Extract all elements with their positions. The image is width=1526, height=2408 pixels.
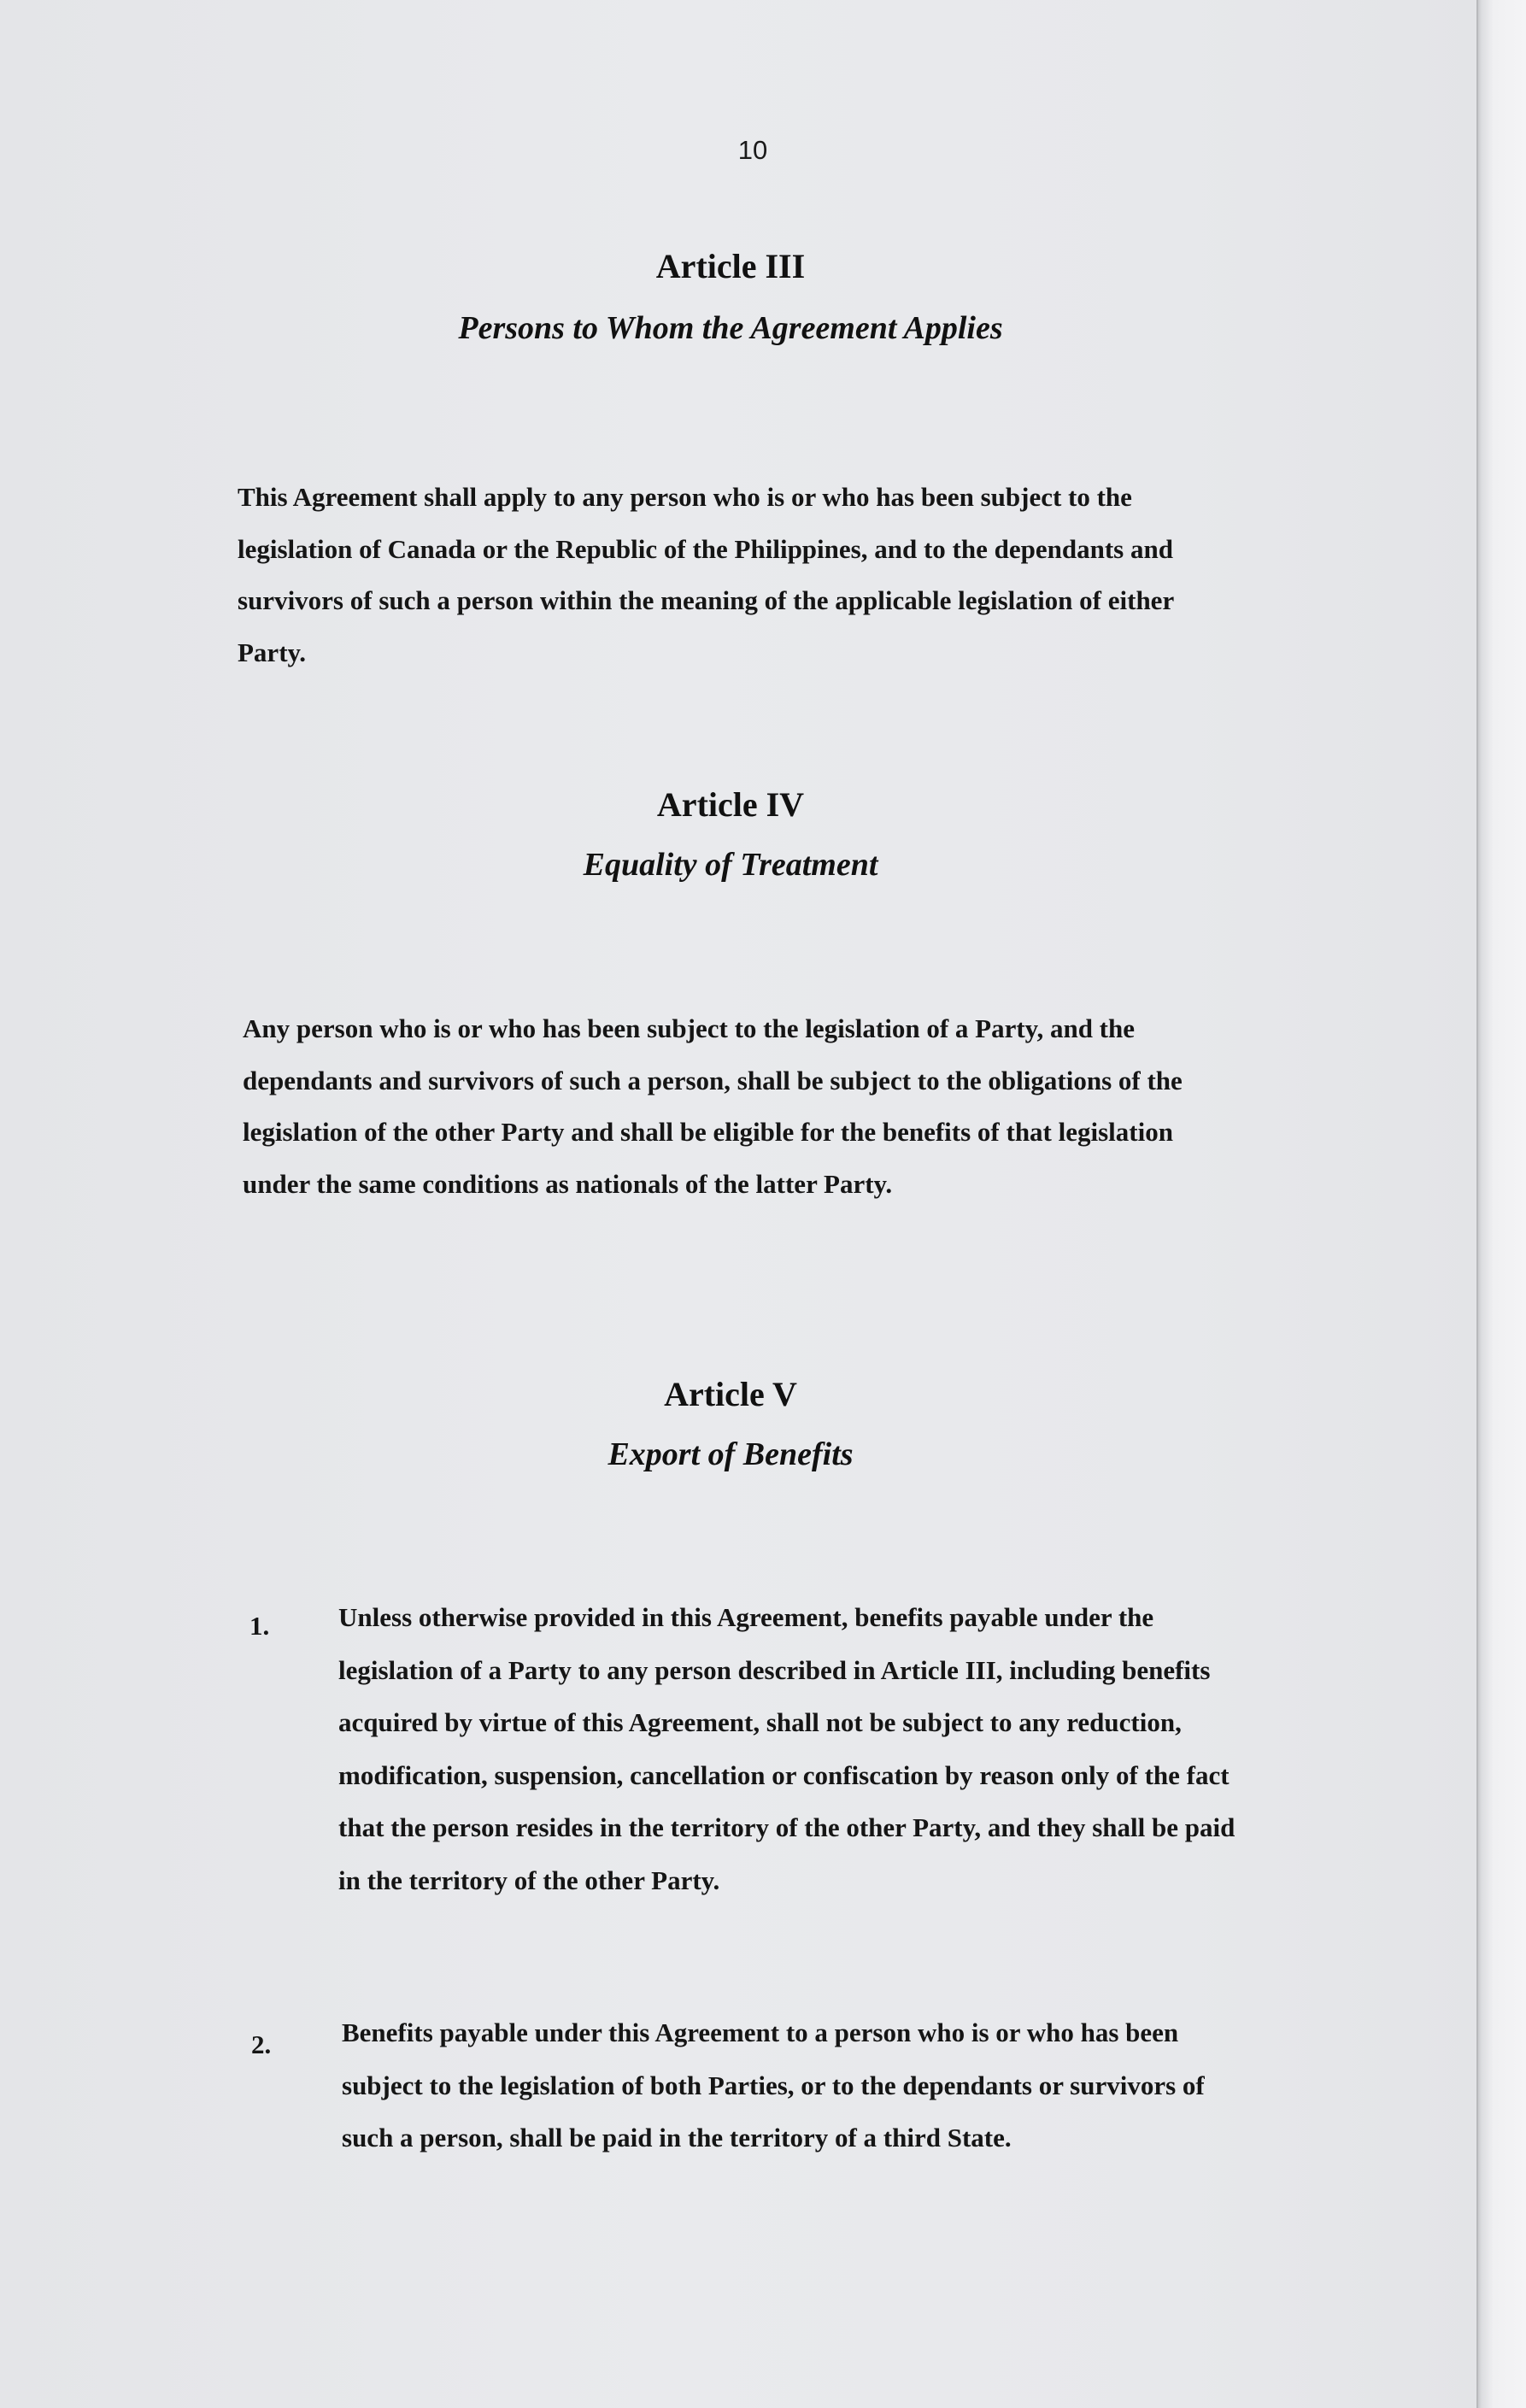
article-3-title: Article III	[655, 247, 806, 285]
article-5-item-1-number: 1.	[249, 1611, 270, 1641]
article-4-subtitle: Equality of Treatment	[583, 847, 878, 883]
page-edge	[1478, 0, 1526, 2408]
article-5-item-2-text: Benefits payable under this Agreement to a person who is or who has been subject to the legislation of both Parties, or to the dependants or survivors of such a person, shall be paid in the territory of a third State.	[342, 2017, 1205, 2153]
article-5-subtitle: Export of Benefits	[607, 1436, 854, 1472]
article-3-paragraph: This Agreement shall apply to any person who is or who has been subject to the legislation of Canada or the Republic of the Philippines, and to the dependants and survivors of such a person within the meaning of the applicable legislation of either Party.	[238, 482, 1174, 667]
page-number: 10	[737, 135, 768, 165]
article-4-paragraph: Any person who is or who has been subject to the legislation of a Party, and the dependants and survivors of such a person, shall be subject to the obligations of the legislation of the other Party and shall be eligible for the benefits of that legislation under the same conditions as nationals of the latter Party.	[243, 1013, 1183, 1199]
article-4-title: Article IV	[656, 785, 805, 824]
article-5-title: Article V	[664, 1375, 797, 1413]
article-3-subtitle: Persons to Whom the Agreement Applies	[458, 310, 1003, 346]
article-5-item-2-number: 2.	[251, 2029, 272, 2059]
article-5-item-1-text: Unless otherwise provided in this Agreement, benefits payable under the legislation of a Party to any person described in Article III, including benefits acquired by virtue of this Agreement, shall not be subject to any reduction, modification, suspension, cancellation or confiscation by reason only of the fact that the person resides in the territory of the other Party, and they shall be paid in the territory of the other Party.	[338, 1602, 1235, 1895]
